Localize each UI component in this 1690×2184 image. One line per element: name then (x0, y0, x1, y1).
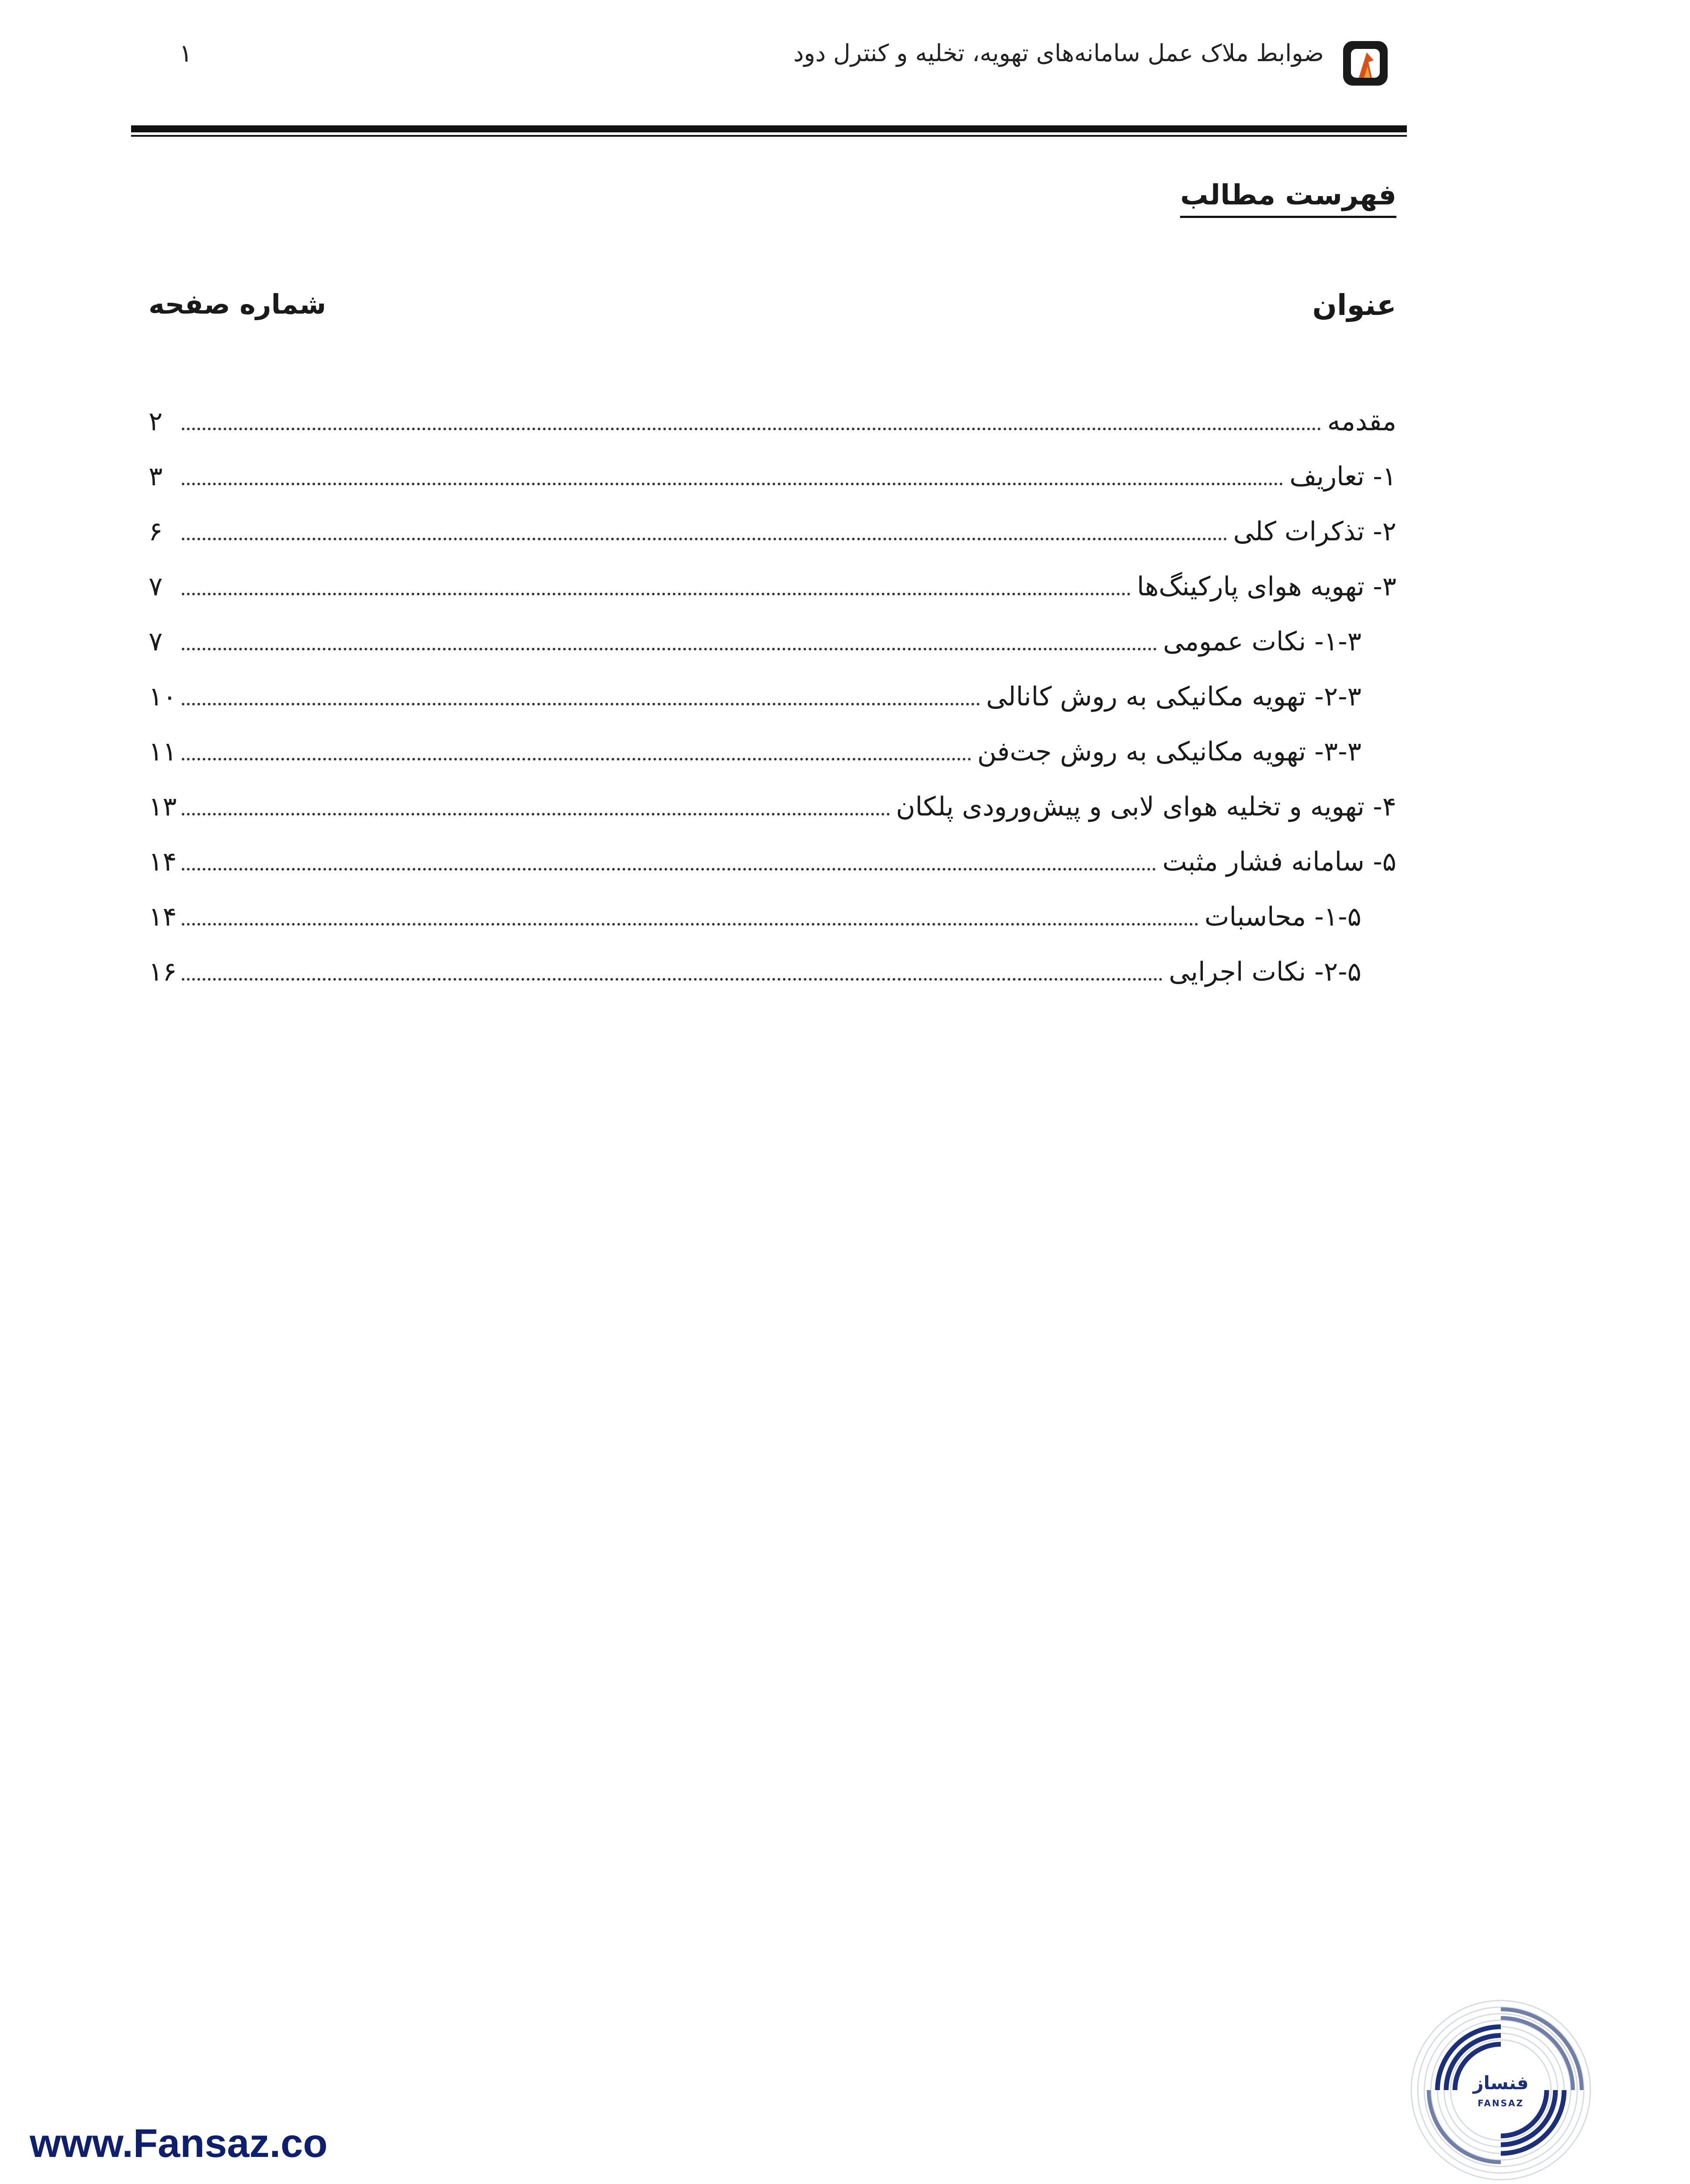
toc-entry-page: ۷ (149, 571, 163, 602)
dot-leader (182, 812, 890, 816)
toc-entry-label: ۳-۳- تهویه مکانیکی به روش جت‌فن (974, 730, 1361, 774)
toc-entry-page: ۱۰ (149, 681, 177, 712)
toc-entry-page: ۶ (149, 516, 163, 547)
toc-column-title: عنوان (1312, 288, 1396, 322)
toc-subentry[interactable] (149, 730, 1396, 785)
toc-entry[interactable] (149, 840, 1396, 895)
toc-entry-label: ۲-۳- تهویه مکانیکی به روش کانالی (983, 675, 1361, 719)
dot-leader (182, 923, 1198, 926)
dot-leader (182, 537, 1227, 540)
toc-entry-page: ۷ (149, 626, 163, 657)
toc-entry-label: ۲-۵- نکات اجرایی (1165, 950, 1361, 994)
toc-subentry[interactable] (149, 675, 1396, 730)
dot-leader (182, 592, 1131, 595)
toc-entry[interactable] (149, 510, 1396, 565)
toc-entry-page: ۱۴ (149, 847, 177, 877)
dot-leader (182, 978, 1163, 981)
toc-entry-label: ۲- تذکرات کلی (1230, 510, 1396, 553)
toc-entry-page: ۱۱ (149, 736, 177, 767)
dot-leader (182, 867, 1156, 871)
toc-entry-label: ۱-۵- محاسبات (1201, 895, 1361, 939)
header-rule-thick (131, 125, 1407, 132)
dot-leader (182, 482, 1283, 485)
fire-department-logo-icon (1341, 39, 1389, 87)
running-title: ضوابط ملاک عمل سامانه‌های تهویه، تخلیه و کنترل دود (793, 39, 1324, 67)
toc-entry-label: ۵- سامانه فشار مثبت (1159, 840, 1396, 884)
toc-entry-label: ۳- تهویه هوای پارکینگ‌ها (1133, 565, 1396, 608)
toc-entry[interactable] (149, 400, 1396, 455)
toc-entry[interactable] (149, 565, 1396, 620)
page-header (131, 31, 1407, 96)
toc-heading: فهرست مطالب (1180, 179, 1396, 218)
toc-column-page: شماره صفحه (149, 288, 326, 320)
toc-list (149, 400, 1396, 1005)
page-number: ۱ (179, 39, 193, 68)
toc-entry-page: ۱۶ (149, 957, 177, 987)
toc-entry[interactable] (149, 785, 1396, 840)
toc-entry-page: ۱۴ (149, 902, 177, 932)
toc-entry-page: ۱۳ (149, 791, 177, 822)
toc-entry-label: ۴- تهویه و تخلیه هوای لابی و پیش‌ورودی پلکان (893, 785, 1396, 829)
brand-name-fa: فنساز (1473, 2072, 1529, 2094)
toc-entry-label: مقدمه (1324, 400, 1396, 443)
toc-entry-label: ۱- تعاریف (1286, 455, 1396, 498)
toc-entry[interactable] (149, 455, 1396, 510)
toc-entry-page: ۳ (149, 461, 163, 492)
brand-name-en: FANSAZ (1478, 2098, 1524, 2108)
dot-leader (182, 647, 1157, 650)
dot-leader (182, 757, 971, 760)
toc-subentry[interactable] (149, 620, 1396, 675)
header-rule-thin (131, 135, 1407, 137)
fansaz-logo-icon (1407, 1996, 1595, 2184)
dot-leader (182, 702, 980, 705)
toc-entry-label: ۱-۳- نکات عمومی (1160, 620, 1361, 663)
toc-subentry[interactable] (149, 895, 1396, 950)
website-link[interactable]: www.Fansaz.co (30, 2121, 328, 2166)
toc-subentry[interactable] (149, 950, 1396, 1005)
toc-entry-page: ۲ (149, 406, 163, 437)
dot-leader (182, 427, 1321, 430)
